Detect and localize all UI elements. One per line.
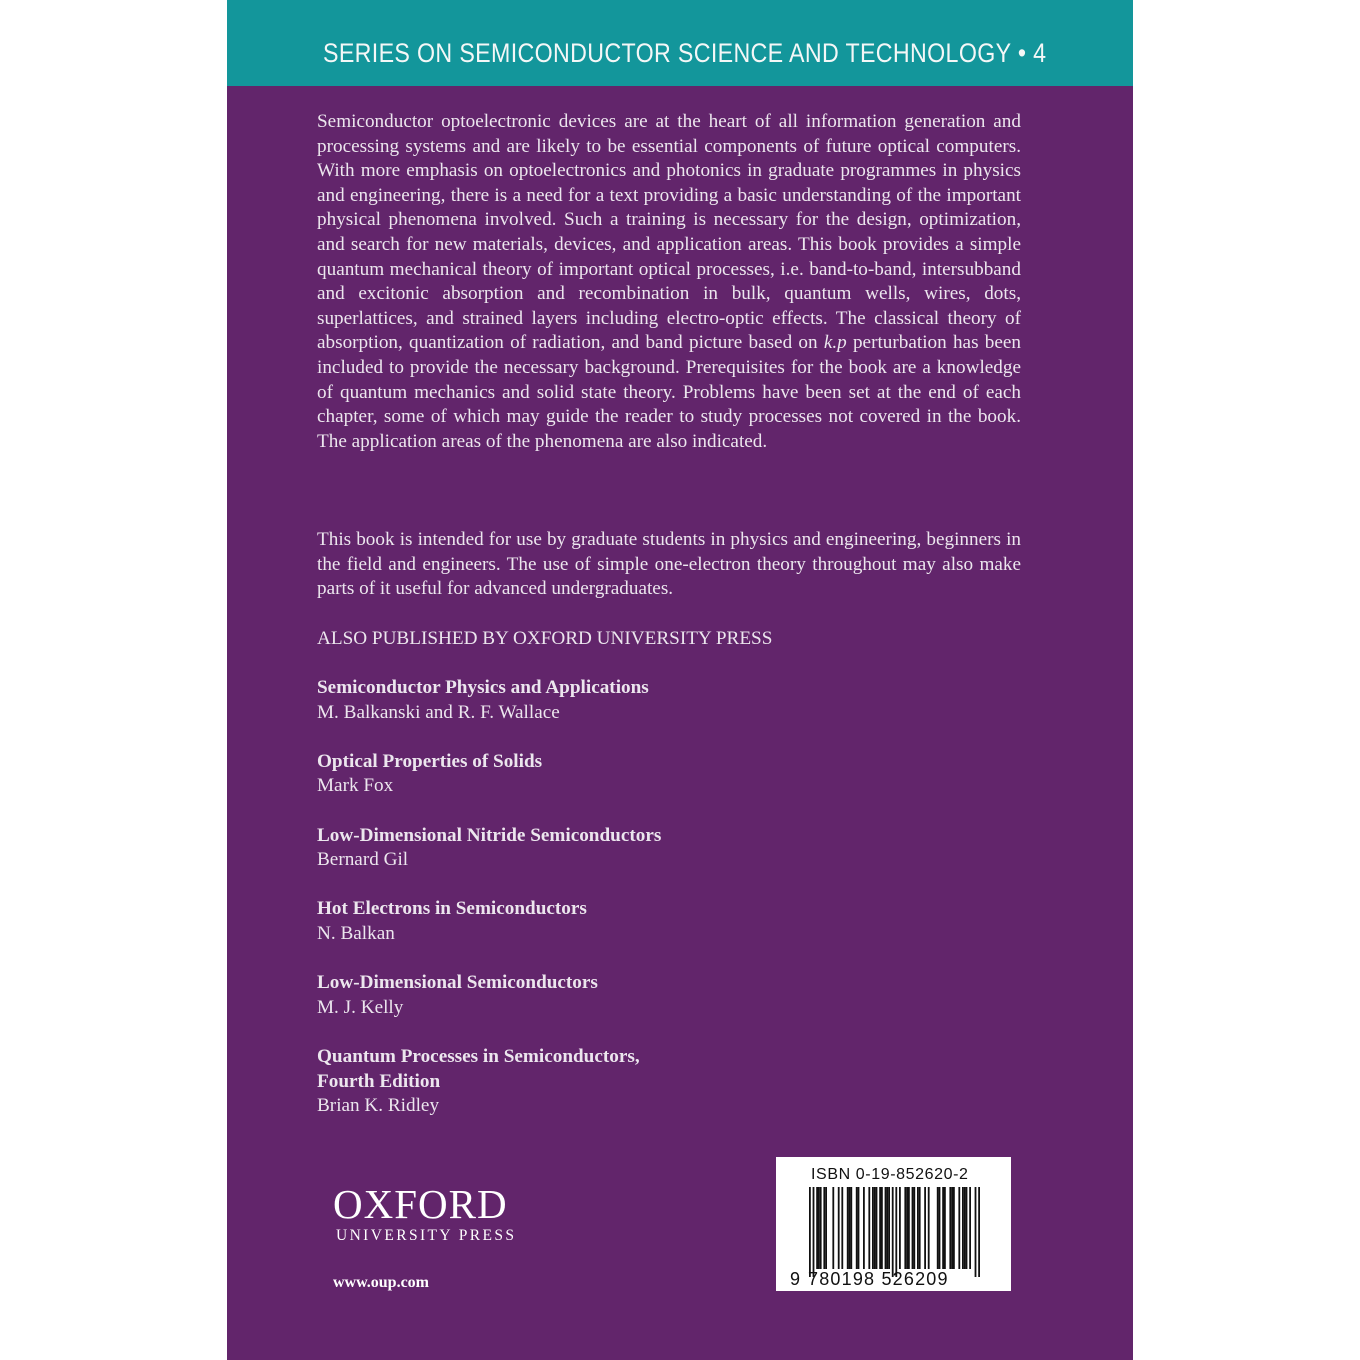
oxford-logo-subtitle: UNIVERSITY PRESS [336, 1227, 517, 1244]
book-entry [317, 1045, 937, 1119]
publisher-website: www.oup.com [333, 1274, 430, 1291]
ean-first-digit: 9 [790, 1269, 801, 1289]
barcode-bar [885, 1187, 887, 1269]
book-entry [317, 824, 937, 873]
book-author: M. Balkanski and R. F. Wallace [317, 701, 560, 723]
barcode-bar [895, 1187, 897, 1277]
description-text: Semiconductor optoelectronic devices are at the heart of all information generation and processing systems and are likely to be essential components of future optical computers. With more emphasis on optoelectronics and photonics in graduate programmes in physics and engineering, there is a need for a text providing a basic understanding of the important physical phenomena involved. Such a training is necessary for the design, optimization, and search for new materials, devices, and application areas. This book provides a simple quantum mechanical theory of important optical processes, i.e. band-to-band, intersubband and excitonic absorption and recombination in bulk, quantum wells, wires, dots, superlattices, and strained layers including electro-optic effects. The classical theory of absorption, quantization of radiation, and band picture based on [317, 111, 1021, 354]
barcode-bar [888, 1187, 890, 1269]
book-author: Mark Fox [317, 775, 394, 797]
barcode-bar [856, 1187, 858, 1269]
book-title: Low-Dimensional Nitride Semiconductors [317, 824, 662, 846]
barcode-bar [868, 1187, 870, 1269]
barcode-bar [964, 1187, 966, 1269]
barcode-bar [908, 1187, 910, 1269]
description-italic-term: k.p [823, 332, 847, 354]
barcode-bar [816, 1187, 818, 1269]
barcode-bar [928, 1187, 930, 1269]
barcode-bar [820, 1187, 822, 1269]
book-author: M. J. Kelly [317, 996, 404, 1018]
barcode-bar [919, 1187, 921, 1269]
book-entry [317, 676, 937, 725]
barcode-bar [969, 1187, 971, 1269]
barcode-bar [939, 1187, 941, 1269]
barcode-bar [886, 1187, 888, 1269]
barcode-bar [874, 1187, 876, 1269]
barcode-bar [832, 1187, 834, 1269]
also-published-list [317, 676, 937, 1143]
barcode-bar [975, 1187, 977, 1277]
barcode-bar [838, 1187, 840, 1269]
barcode-bar [912, 1187, 914, 1269]
ean-digits: 780198 526209 [808, 1269, 949, 1289]
barcode-bar [904, 1187, 906, 1269]
barcode-bar [849, 1187, 851, 1269]
book-title: Low-Dimensional Semiconductors [317, 972, 598, 994]
barcode-bar [872, 1187, 874, 1269]
book-title: Hot Electrons in Semiconductors [317, 898, 587, 920]
isbn-barcode-box [776, 1157, 1011, 1291]
barcode-bar [876, 1187, 878, 1269]
barcode-bar [850, 1187, 852, 1269]
book-entry [317, 971, 937, 1020]
book-back-cover [227, 0, 1133, 1360]
book-entry [317, 750, 937, 799]
book-author: Bernard Gil [317, 849, 409, 871]
barcode-bar [978, 1187, 980, 1277]
barcode-bar [858, 1187, 860, 1269]
barcode-bar [942, 1187, 944, 1269]
barcode-bar [951, 1187, 953, 1269]
book-author: Brian K. Ridley [317, 1095, 440, 1117]
barcode-bar [949, 1187, 951, 1269]
also-published-heading: ALSO PUBLISHED BY OXFORD UNIVERSITY PRESS [317, 628, 773, 649]
barcode-bar [892, 1187, 894, 1277]
barcode-bar [924, 1187, 926, 1269]
description-paragraph-1 [317, 110, 1021, 454]
oxford-logo [333, 1182, 516, 1246]
series-title: SERIES ON SEMICONDUCTOR SCIENCE AND TECHNOLOGY • 4 [323, 38, 1047, 68]
book-author: N. Balkan [317, 922, 395, 944]
description-paragraph-2: This book is intended for use by graduate students in physics and engineering, beginners in the field and engineers. The use of simple one-electron theory throughout may also make parts of it useful for advanced undergraduates. [317, 529, 1021, 600]
barcode-bar [879, 1187, 881, 1269]
barcode-bar [809, 1187, 811, 1277]
barcode-bar [841, 1187, 843, 1269]
barcode-bar [813, 1187, 815, 1277]
barcode-bar [825, 1187, 827, 1269]
barcode-bar [937, 1187, 939, 1269]
oxford-logo-name: OXFORD [333, 1181, 508, 1227]
book-title: Quantum Processes in Semiconductors, Fourth Edition [317, 1045, 640, 1092]
book-title: Optical Properties of Solids [317, 750, 543, 772]
barcode-bar [962, 1187, 964, 1269]
barcode-bar [953, 1187, 955, 1269]
barcode-bar [906, 1187, 908, 1269]
barcode-bar [881, 1187, 883, 1269]
book-title: Semiconductor Physics and Applications [317, 677, 649, 698]
description-text: perturbation has been included to provide the necessary background. Prerequisites for the book are a knowledge of quantum mechanics and solid state theory. Problems have been set at the end of each chapter, some of which may guide the reader to study processes not covered in the book. The application areas of the phenomena are also indicated. [317, 332, 1021, 452]
barcode-bar [917, 1187, 919, 1269]
barcode-bar [944, 1187, 946, 1269]
barcode-bar [958, 1187, 960, 1269]
barcode-bar [966, 1187, 968, 1269]
isbn-label: ISBN 0-19-852620-2 [811, 1166, 969, 1183]
barcode-bar [913, 1187, 915, 1269]
barcode-bar [899, 1187, 901, 1269]
barcode-bar [863, 1187, 865, 1269]
book-entry [317, 897, 937, 946]
barcode-bar [823, 1187, 825, 1269]
series-band [227, 0, 1133, 86]
barcode-bar [847, 1187, 849, 1269]
barcode-bar [818, 1187, 820, 1269]
